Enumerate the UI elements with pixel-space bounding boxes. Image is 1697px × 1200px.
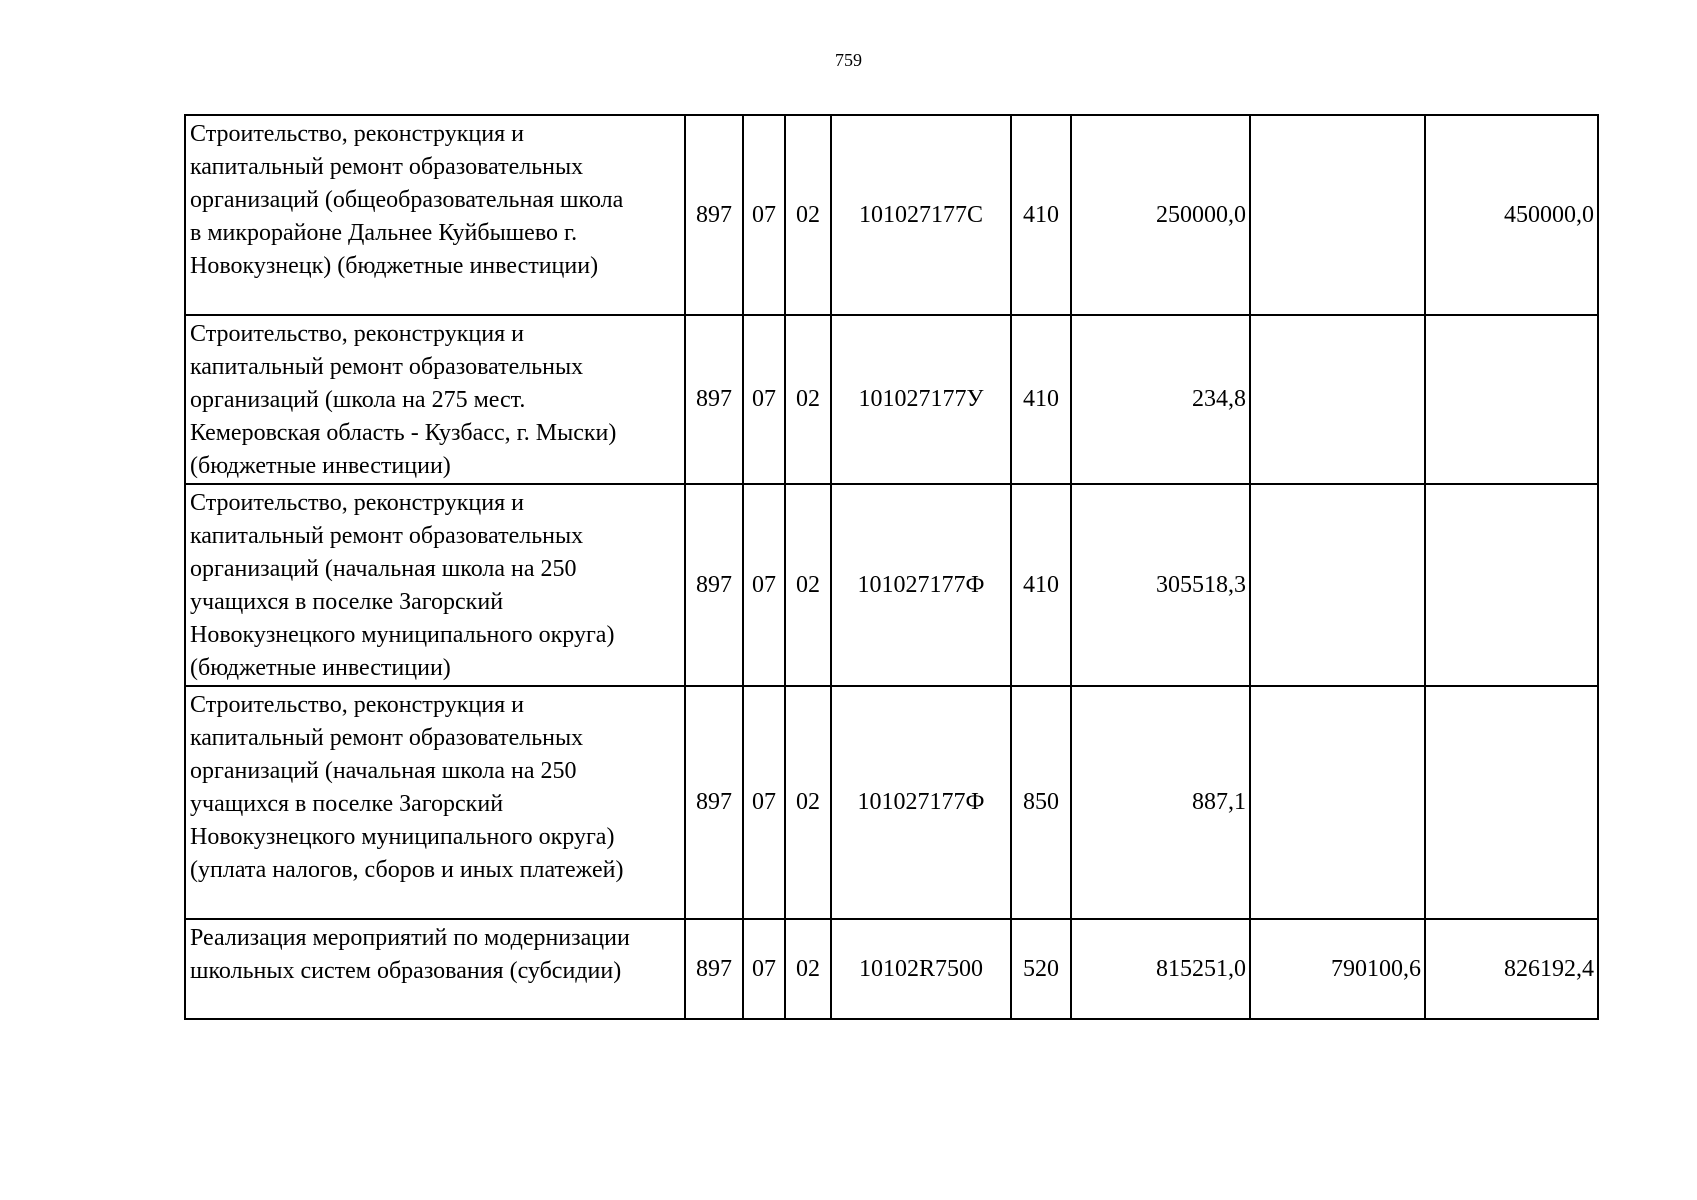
amount-3-cell <box>1425 484 1598 686</box>
description-line: Новокузнецкого муниципального округа) <box>190 622 615 648</box>
ministry-code-cell: 897 <box>685 115 743 315</box>
description-line: учащихся в поселке Загорский <box>190 791 504 817</box>
amount-2-cell <box>1250 686 1425 919</box>
section-code-cell: 07 <box>743 315 785 484</box>
description-line: Строительство, реконструкция и <box>190 692 524 718</box>
amount-1-cell: 815251,0 <box>1071 919 1250 1019</box>
ministry-code-cell: 897 <box>685 484 743 686</box>
amount-2-cell: 790100,6 <box>1250 919 1425 1019</box>
subsection-code-cell: 02 <box>785 315 831 484</box>
description-cell <box>185 919 685 1019</box>
description-line: капитальный ремонт образовательных <box>190 523 584 549</box>
description-line: Реализация мероприятий по модернизации <box>190 925 630 951</box>
amount-1-cell: 234,8 <box>1071 315 1250 484</box>
subsection-code-cell: 02 <box>785 686 831 919</box>
ministry-code-cell: 897 <box>685 315 743 484</box>
description-line: капитальный ремонт образовательных <box>190 725 584 751</box>
description-line: школьных систем образования (субсидии) <box>190 958 622 984</box>
subsection-code-cell: 02 <box>785 115 831 315</box>
description-cell <box>185 484 685 686</box>
expense-type-cell: 410 <box>1011 115 1071 315</box>
description-cell <box>185 315 685 484</box>
section-code-cell: 07 <box>743 115 785 315</box>
description-line: (уплата налогов, сборов и иных платежей) <box>190 857 624 883</box>
ministry-code-cell: 897 <box>685 686 743 919</box>
description-cell <box>185 686 685 919</box>
description-line: (бюджетные инвестиции) <box>190 655 451 681</box>
description-line: организаций (общеобразовательная школа <box>190 187 624 213</box>
table-row <box>185 315 1598 484</box>
expense-type-cell: 520 <box>1011 919 1071 1019</box>
amount-2-cell <box>1250 315 1425 484</box>
table-row <box>185 484 1598 686</box>
page-number: 759 <box>835 50 862 70</box>
description-line: (бюджетные инвестиции) <box>190 453 451 479</box>
amount-3-cell: 826192,4 <box>1425 919 1598 1019</box>
target-article-cell: 101027177Ф <box>831 484 1011 686</box>
ministry-code-cell: 897 <box>685 919 743 1019</box>
amount-3-cell <box>1425 686 1598 919</box>
description-line: организаций (школа на 275 мест. <box>190 387 526 413</box>
amount-1-cell: 250000,0 <box>1071 115 1250 315</box>
table-row <box>185 115 1598 315</box>
amount-1-cell: 305518,3 <box>1071 484 1250 686</box>
table-row <box>185 919 1598 1019</box>
description-line: организаций (начальная школа на 250 <box>190 758 577 784</box>
section-code-cell: 07 <box>743 484 785 686</box>
description-line: Строительство, реконструкция и <box>190 121 524 147</box>
description-line: в микрорайоне Дальнее Куйбышево г. <box>190 220 578 246</box>
description-line: организаций (начальная школа на 250 <box>190 556 577 582</box>
description-line: Новокузнецкого муниципального округа) <box>190 824 615 850</box>
amount-2-cell <box>1250 484 1425 686</box>
target-article-cell: 101027177С <box>831 115 1011 315</box>
target-article-cell: 101027177Ф <box>831 686 1011 919</box>
amount-3-cell: 450000,0 <box>1425 115 1598 315</box>
description-line: Кемеровская область - Кузбасс, г. Мыски) <box>190 420 617 446</box>
description-line: учащихся в поселке Загорский <box>190 589 504 615</box>
description-cell <box>185 115 685 315</box>
section-code-cell: 07 <box>743 686 785 919</box>
description-line: Строительство, реконструкция и <box>190 490 524 516</box>
amount-3-cell <box>1425 315 1598 484</box>
budget-table <box>184 114 1599 1020</box>
amount-1-cell: 887,1 <box>1071 686 1250 919</box>
amount-2-cell <box>1250 115 1425 315</box>
subsection-code-cell: 02 <box>785 919 831 1019</box>
description-line: капитальный ремонт образовательных <box>190 354 584 380</box>
section-code-cell: 07 <box>743 919 785 1019</box>
target-article-cell: 10102R7500 <box>831 919 1011 1019</box>
subsection-code-cell: 02 <box>785 484 831 686</box>
target-article-cell: 101027177У <box>831 315 1011 484</box>
description-line: Строительство, реконструкция и <box>190 321 524 347</box>
description-line: Новокузнецк) (бюджетные инвестиции) <box>190 253 599 279</box>
table-row <box>185 686 1598 919</box>
expense-type-cell: 410 <box>1011 315 1071 484</box>
expense-type-cell: 850 <box>1011 686 1071 919</box>
description-line: капитальный ремонт образовательных <box>190 154 584 180</box>
expense-type-cell: 410 <box>1011 484 1071 686</box>
